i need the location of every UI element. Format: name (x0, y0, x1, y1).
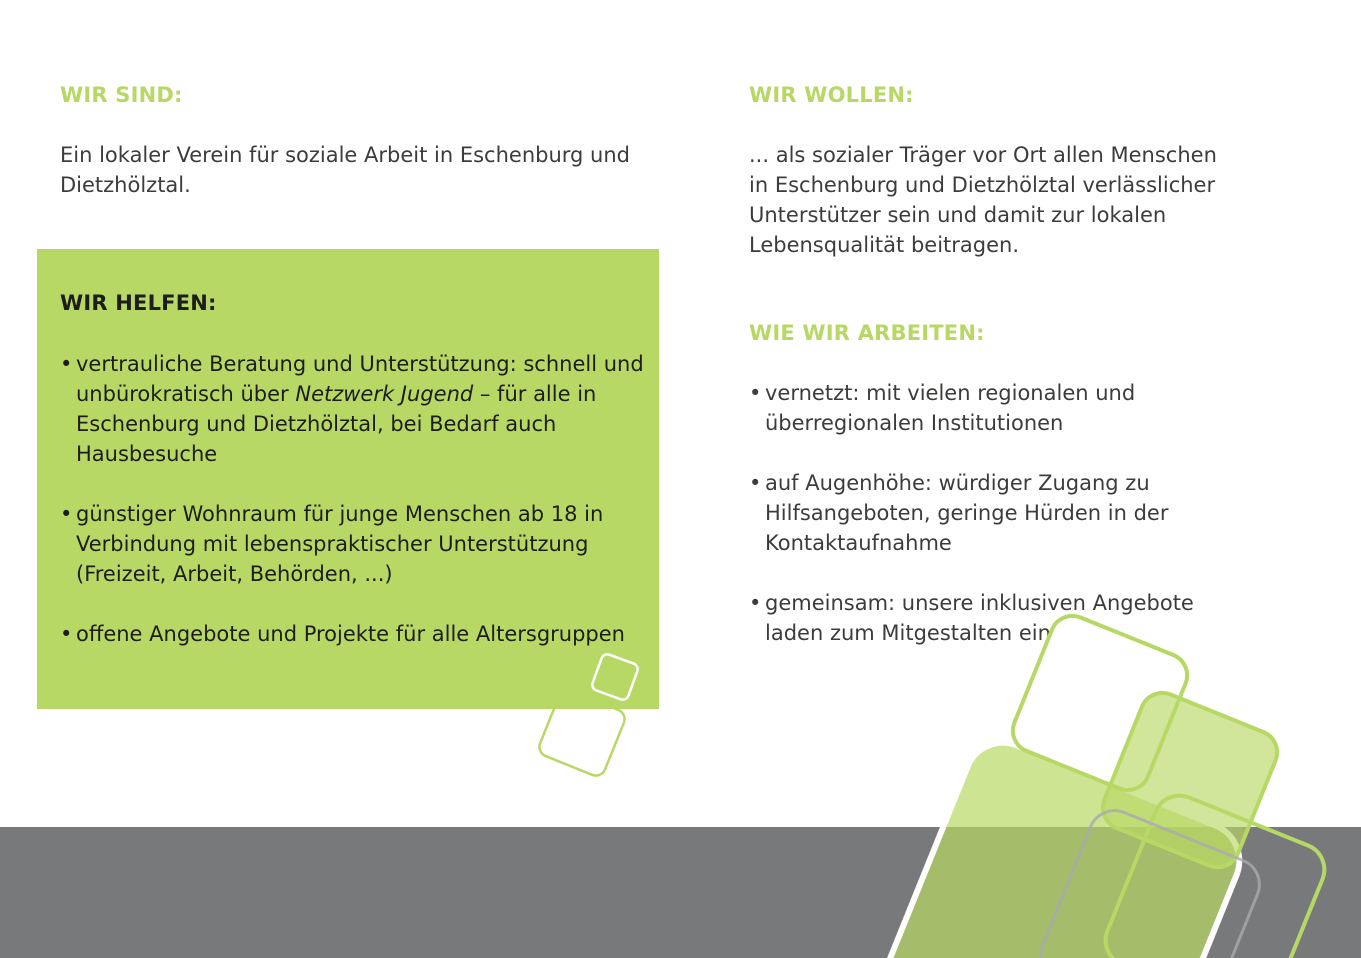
small-rounded-square-icon (591, 653, 640, 702)
wir-sind-heading: WIR SIND: (60, 83, 183, 107)
bullet-icon: • (60, 502, 73, 526)
bullet-icon: • (749, 471, 762, 495)
list-item-text-continued: – für alle in Eschenburg und Dietzhölztal, bei Bedarf auch Hausbesuche (76, 382, 597, 466)
list-item-text: vertrauliche Beratung und Unterstützung: schnell und unbürokratisch über (76, 352, 644, 406)
list-item-text: günstiger Wohnraum für junge Menschen ab 18 in Verbindung mit lebenspraktischer Unterstützung (Freizeit, Arbeit, Behörden, ...) (76, 502, 604, 586)
list-item-text: vernetzt: mit vielen regionalen und überregionalen Institutionen (765, 381, 1136, 435)
wir-sind-text: Ein lokaler Verein für soziale Arbeit in Eschenburg und Dietzhölztal. (60, 143, 630, 197)
list-item-text: auf Augenhöhe: würdiger Zugang zu Hilfsangeboten, geringe Hürden in der Kontaktaufnahme (765, 471, 1169, 555)
bullet-icon: • (749, 381, 762, 405)
bullet-icon: • (60, 352, 73, 376)
list-item-text: offene Angebote und Projekte für alle Altersgruppen (76, 622, 625, 646)
list-item-text: gemeinsam: unsere inklusiven Angebote laden zum Mitgestalten ein (765, 591, 1194, 645)
wie-wir-arbeiten-heading: WIE WIR ARBEITEN: (749, 321, 985, 345)
netzwerk-jugend-emphasis: Netzwerk Jugend (295, 382, 474, 406)
wir-helfen-heading: WIR HELFEN: (60, 291, 217, 315)
bullet-icon: • (749, 591, 762, 615)
medium-rounded-square-icon (536, 687, 627, 778)
wir-wollen-text: ... als sozialer Träger vor Ort allen Menschen in Eschenburg und Dietzhölztal verlässlicher Unterstützer sein und damit zur lokalen Lebensqualität beitragen. (749, 143, 1217, 257)
bullet-icon: • (60, 622, 73, 646)
wir-wollen-heading: WIR WOLLEN: (749, 83, 914, 107)
